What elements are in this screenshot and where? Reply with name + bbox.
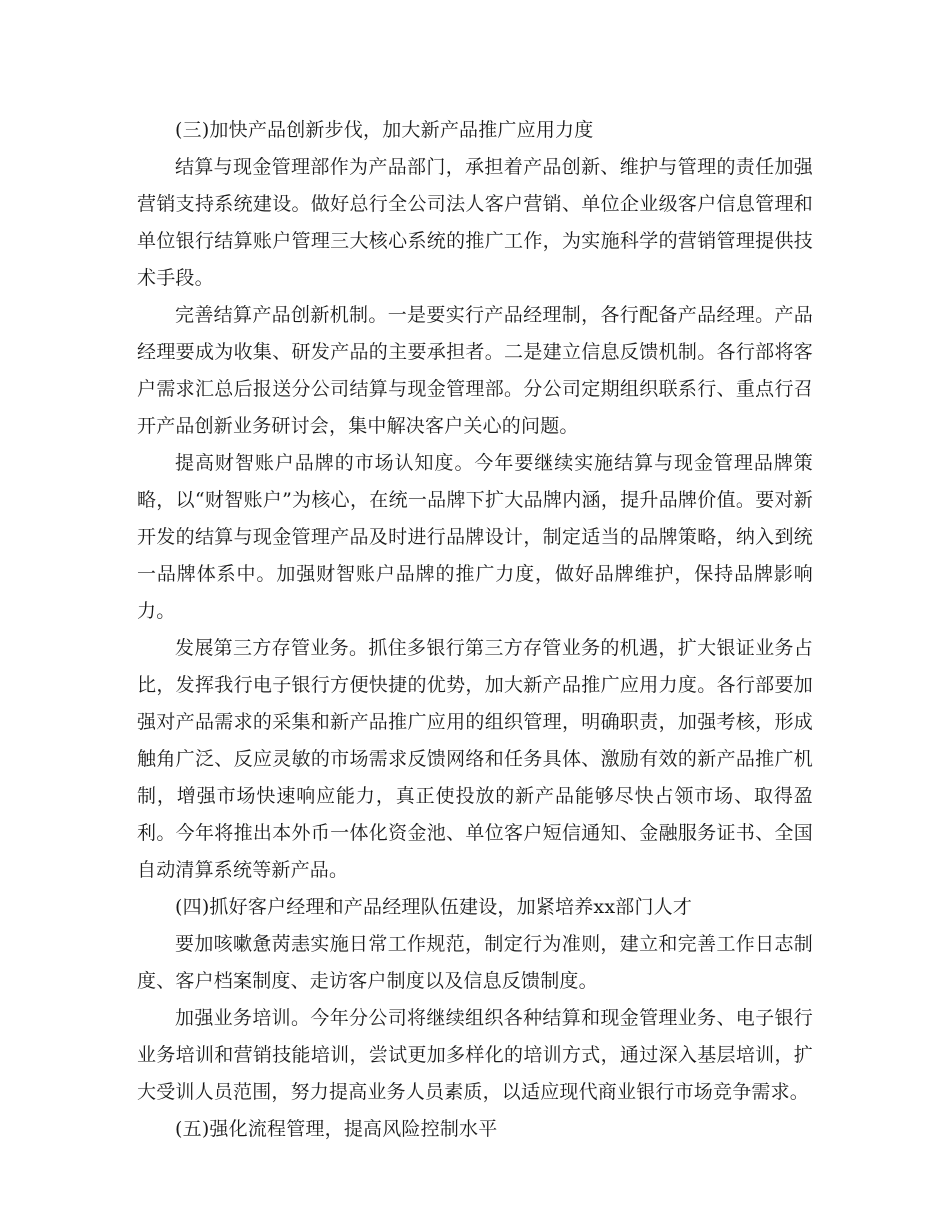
paragraph-settlement-dept: 结算与现金管理部作为产品部门，承担着产品创新、维护与管理的责任加强营销支持系统建设。做好总行全公司法人客户营销、单位企业级客户信息管理和单位银行结算账户管理三大核心系统的推广工作，为实施科学的营销管理提供技术手段。 <box>137 156 813 289</box>
paragraph-work-standards: 要加咳嗽惫苪恚实施日常工作规范，制定行为准则，建立和完善工作日志制度、客户档案制度、走访客户制度以及信息反馈制度。 <box>137 933 813 992</box>
paragraph-training: 加强业务培训。今年分公司将继续组织各种结算和现金管理业务、电子银行业务培训和营销技能培训，尝试更加多样化的培训方式，通过深入基层培训，扩大受训人员范围，努力提高业务人员素质，以适应现代商业银行市场竞争需求。 <box>137 1007 813 1103</box>
section-heading-5: (五)强化流程管理，提高风险控制水平 <box>175 1118 498 1140</box>
section-heading-4: (四)抓好客户经理和产品经理队伍建设，加紧培养xx部门人才 <box>175 896 693 918</box>
paragraph-innovation-mechanism: 完善结算产品创新机制。一是要实行产品经理制，各行配备产品经理。产品经理要成为收集、研发产品的主要承担者。二是建立信息反馈机制。各行部将客户需求汇总后报送分公司结算与现金管理部。分公司定期组织联系行、重点行召开产品创新业务研讨会，集中解决客户关心的问题。 <box>137 304 813 437</box>
section-heading-3: (三)加快产品创新步伐，加大新产品推广应用力度 <box>175 119 594 141</box>
paragraph-brand-awareness: 提高财智账户品牌的市场认知度。今年要继续实施结算与现金管理品牌策略，以“财智账户”为核心，在统一品牌下扩大品牌内涵，提升品牌价值。要对新开发的结算与现金管理产品及时进行品牌设计，制定适当的品牌策略，纳入到统一品牌体系中。加强财智账户品牌的推广力度，做好品牌维护，保持品牌影响力。 <box>137 452 813 622</box>
document-body <box>137 112 813 1148</box>
paragraph-third-party-custody: 发展第三方存管业务。抓住多银行第三方存管业务的机遇，扩大银证业务占比，发挥我行电子银行方便快捷的优势，加大新产品推广应用力度。各行部要加强对产品需求的采集和新产品推广应用的组织管理，明确职责，加强考核，形成触角广泛、反应灵敏的市场需求反馈网络和任务具体、激励有效的新产品推广机制，增强市场快速响应能力，真正使投放的新产品能够尽快占领市场、取得盈利。今年将推出本外币一体化资金池、单位客户短信通知、金融服务证书、全国自动清算系统等新产品。 <box>137 637 813 881</box>
